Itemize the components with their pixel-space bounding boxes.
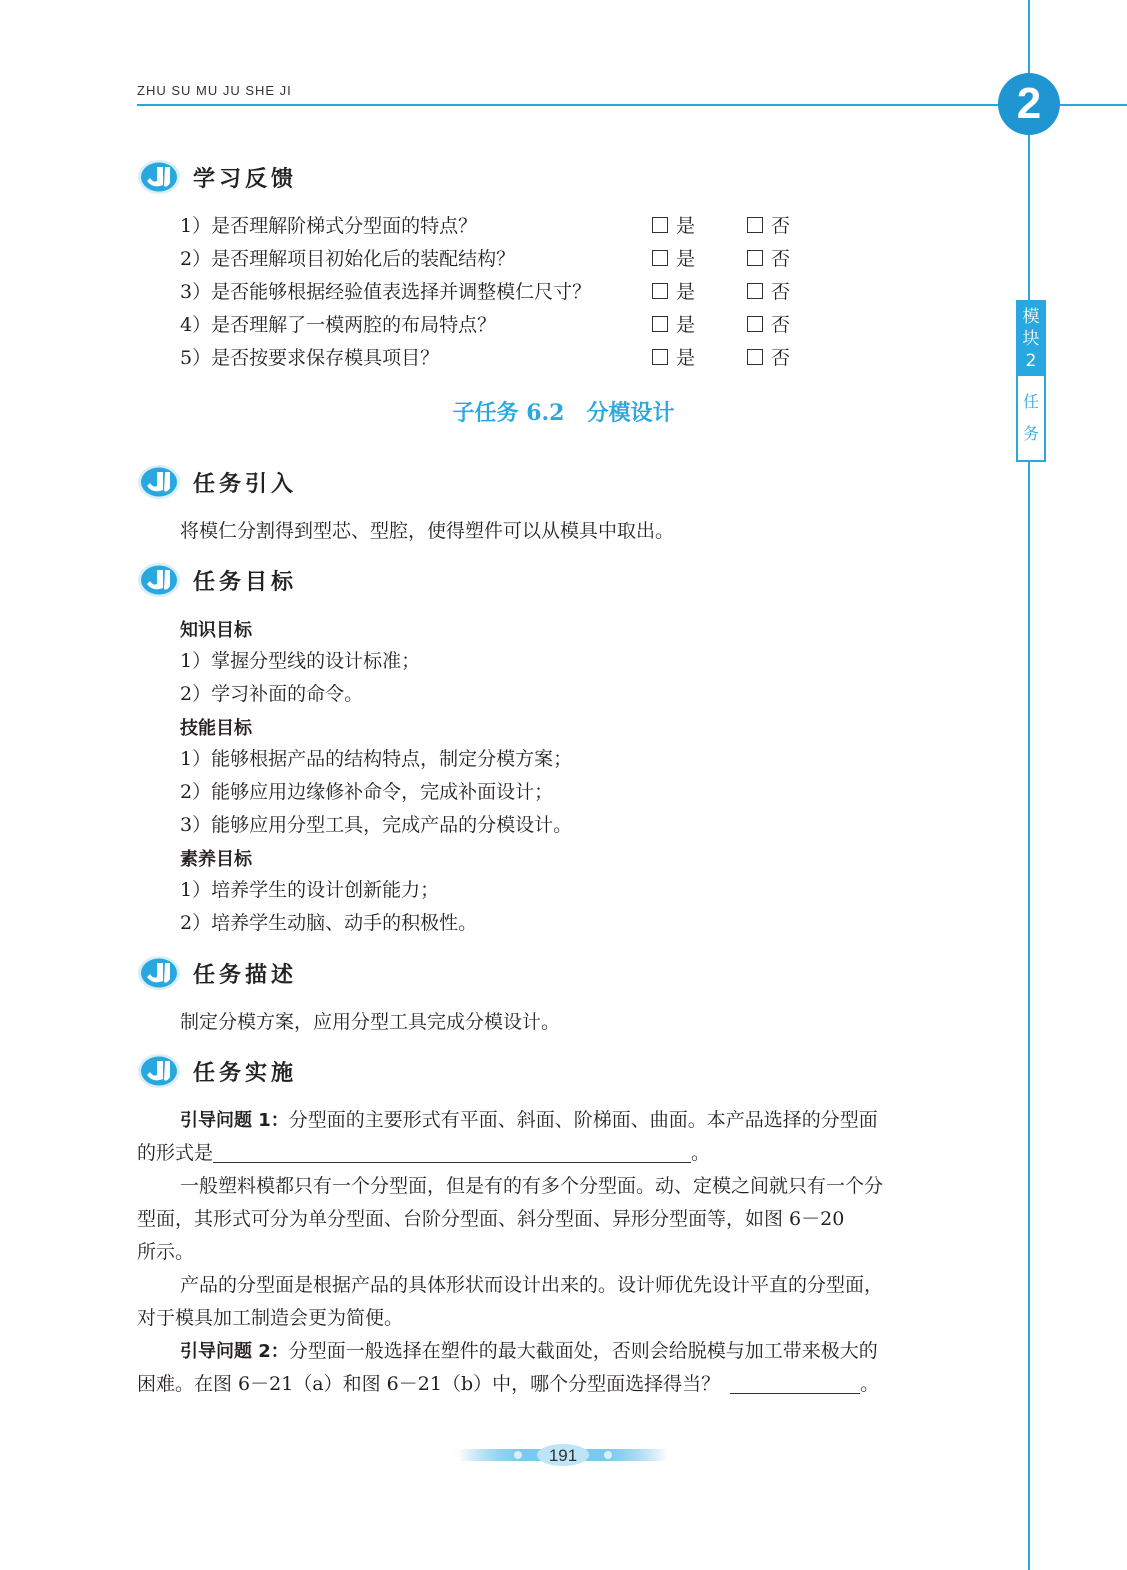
- yes-label: 是: [676, 347, 696, 369]
- section-title: 学习反馈: [193, 166, 298, 192]
- yes-checkbox[interactable]: [652, 349, 668, 365]
- paragraph-design-priority: [137, 1269, 993, 1335]
- section-heading-feedback: [137, 158, 297, 196]
- feedback-row: [180, 276, 820, 309]
- skill-goal-item: 3）能够应用分型工具，完成产品的分模设计。: [180, 814, 573, 836]
- paragraph-line: 对于模具加工制造会更为简便。: [137, 1307, 404, 1329]
- quality-goal-item: 1）培养学生的设计创新能力；: [180, 879, 440, 901]
- feedback-question: 1）是否理解阶梯式分型面的特点？: [180, 215, 478, 237]
- skill-goal-item: 2）能够应用边缘修补命令，完成补面设计；: [180, 781, 554, 803]
- yes-checkbox[interactable]: [652, 217, 668, 233]
- side-tab-char: 块: [1022, 329, 1040, 349]
- section-heading-description: [137, 954, 297, 992]
- paragraph-line: 型面，其形式可分为单分型面、台阶分型面、斜分型面、异形分型面等，如图 6－20: [137, 1208, 845, 1230]
- section-icon: [137, 464, 181, 500]
- side-tab: [1016, 300, 1046, 462]
- yes-label: 是: [676, 248, 696, 270]
- feedback-row: [180, 309, 820, 342]
- yes-label: 是: [676, 314, 696, 336]
- feedback-question: 2）是否理解项目初始化后的装配结构？: [180, 248, 516, 270]
- section-heading-intro: [137, 463, 297, 501]
- skill-goals-heading: 技能目标: [180, 718, 252, 739]
- side-tab-module: [1018, 302, 1044, 376]
- paragraph-line: 一般塑料模都只有一个分型面，但是有的有多个分型面。动、定模之间就只有一个分: [180, 1175, 884, 1197]
- knowledge-goals-heading: 知识目标: [180, 620, 252, 641]
- skill-goal-item: 1）能够根据产品的结构特点，制定分模方案；: [180, 748, 573, 770]
- paragraph-line: 所示。: [137, 1241, 195, 1263]
- period: 。: [860, 1373, 880, 1395]
- section-icon: [137, 1053, 181, 1089]
- no-checkbox[interactable]: [747, 349, 763, 365]
- description-text: 制定分模方案，应用分型工具完成分模设计。: [180, 1011, 561, 1033]
- side-tab-char: 务: [1022, 424, 1039, 443]
- yes-label: 是: [676, 215, 696, 237]
- answer-blank-1[interactable]: [213, 1140, 691, 1163]
- guide-question-2: [137, 1335, 993, 1401]
- feedback-question: 3）是否能够根据经验值表选择并调整模仁尺寸？: [180, 281, 592, 303]
- answer-blank-2[interactable]: [730, 1371, 860, 1394]
- paragraph-line: 产品的分型面是根据产品的具体形状而设计出来的。设计师优先设计平直的分型面，: [180, 1274, 884, 1296]
- no-checkbox[interactable]: [747, 316, 763, 332]
- no-label: 否: [771, 248, 791, 270]
- no-label: 否: [771, 215, 791, 237]
- header-rule: [137, 104, 1127, 106]
- guide-question-label: 引导问题 1：: [180, 1110, 289, 1131]
- period: 。: [691, 1142, 711, 1164]
- subtask-title: 子任务 6.2 分模设计: [452, 400, 675, 426]
- quality-goal-item: 2）培养学生动脑、动手的积极性。: [180, 912, 478, 934]
- guide-question-text: 的形式是: [137, 1142, 214, 1164]
- feedback-question: 5）是否按要求保存模具项目？: [180, 347, 440, 369]
- running-header: ZHU SU MU JU SHE JI: [137, 83, 292, 98]
- side-tab-char: 任: [1022, 392, 1039, 411]
- no-checkbox[interactable]: [747, 217, 763, 233]
- section-title: 任务目标: [193, 569, 298, 595]
- knowledge-goal-item: 2）学习补面的命令。: [180, 683, 364, 705]
- guide-question-label: 引导问题 2：: [180, 1341, 289, 1362]
- no-checkbox[interactable]: [747, 283, 763, 299]
- yes-label: 是: [676, 281, 696, 303]
- section-title: 任务实施: [193, 1060, 298, 1086]
- side-tab-char: 模: [1022, 307, 1040, 327]
- chapter-badge: 2: [998, 73, 1060, 135]
- side-tab-char: 2: [1025, 351, 1037, 371]
- section-title: 任务描述: [193, 962, 298, 988]
- knowledge-goal-item: 1）掌握分型线的设计标准；: [180, 650, 421, 672]
- feedback-row: [180, 210, 820, 243]
- yes-checkbox[interactable]: [652, 250, 668, 266]
- yes-checkbox[interactable]: [652, 316, 668, 332]
- feedback-row: [180, 243, 820, 276]
- no-checkbox[interactable]: [747, 250, 763, 266]
- guide-question-text: 分型面一般选择在塑件的最大截面处，否则会给脱模与加工带来极大的: [288, 1340, 878, 1362]
- section-icon: [137, 562, 181, 598]
- guide-question-text: 分型面的主要形式有平面、斜面、阶梯面、曲面。本产品选择的分型面: [288, 1109, 878, 1131]
- section-title: 任务引入: [193, 471, 298, 497]
- feedback-row: [180, 342, 820, 375]
- no-label: 否: [771, 314, 791, 336]
- page-number: 191: [548, 1446, 578, 1465]
- section-heading-goals: [137, 561, 297, 599]
- no-label: 否: [771, 347, 791, 369]
- no-label: 否: [771, 281, 791, 303]
- feedback-question: 4）是否理解了一模两腔的布局特点？: [180, 314, 497, 336]
- intro-text: 将模仁分割得到型芯、型腔，使得塑件可以从模具中取出。: [180, 520, 675, 542]
- margin-rule: [1028, 0, 1030, 1570]
- guide-question-1: [137, 1104, 993, 1170]
- quality-goals-heading: 素养目标: [180, 849, 252, 870]
- section-icon: [137, 955, 181, 991]
- section-icon: [137, 159, 181, 195]
- section-heading-implementation: [137, 1052, 297, 1090]
- paragraph-parting-types: [137, 1170, 993, 1269]
- guide-question-text: 困难。在图 6－21（a）和图 6－21（b）中，哪个分型面选择得当？: [137, 1373, 721, 1395]
- yes-checkbox[interactable]: [652, 283, 668, 299]
